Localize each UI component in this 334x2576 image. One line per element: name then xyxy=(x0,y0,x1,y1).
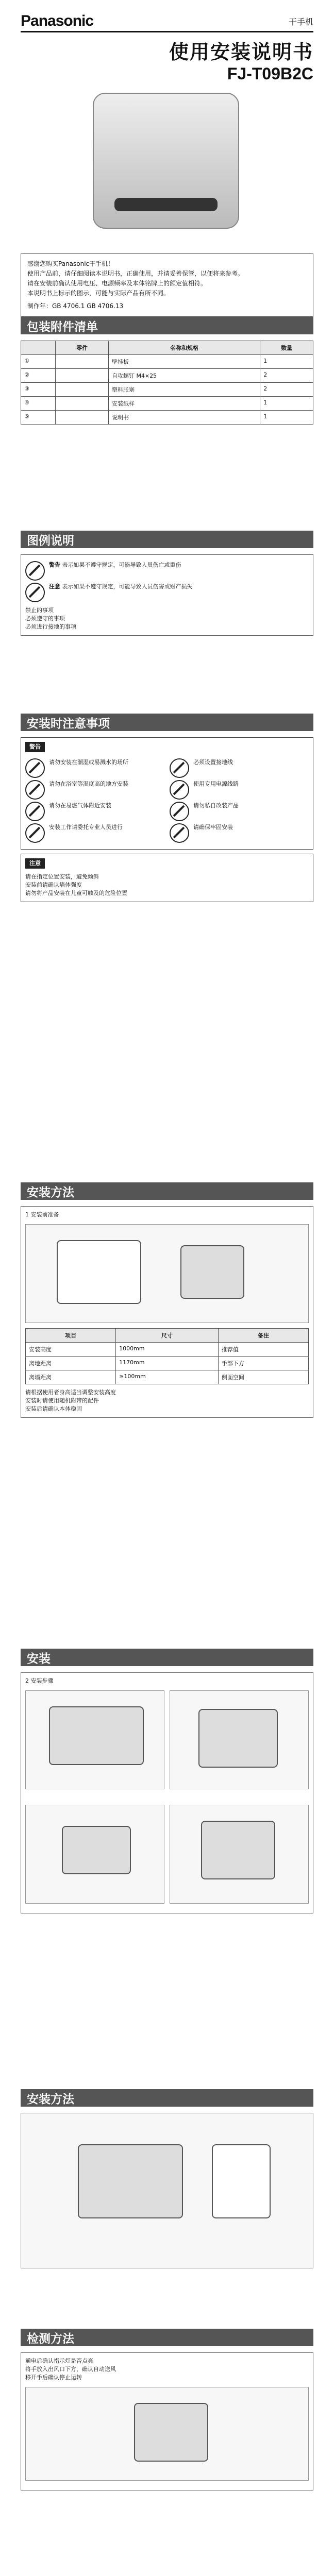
table-cell: 自攻螺钉 M4×25 xyxy=(108,369,260,383)
inspection-box xyxy=(21,2352,313,2490)
safety-title: 安装时注意事项 xyxy=(21,714,313,731)
table-row xyxy=(21,383,313,397)
part-image-cell xyxy=(56,369,109,383)
table-header: 数量 xyxy=(260,341,313,355)
table-cell: 2 xyxy=(260,383,313,397)
no-icon xyxy=(25,780,45,800)
diagram-shape xyxy=(201,1821,275,1879)
installation-step: 1 安装前准备 xyxy=(25,1211,59,1218)
hand-dryer-image xyxy=(93,93,239,229)
table-cell: ≥100mm xyxy=(116,1370,219,1384)
icon-note: 必须遵守的事项 xyxy=(25,615,65,622)
inspection-step: 将手放入出风口下方，确认自动送风 xyxy=(25,2366,116,2372)
table-row xyxy=(26,1357,309,1370)
diagram-shape xyxy=(134,2403,208,2462)
dryer-diagram-shape xyxy=(180,1245,244,1299)
inspection-step: 通电后确认指示灯是否点亮 xyxy=(25,2358,93,2364)
wall-icon xyxy=(170,823,189,843)
caution-point: 请在指定位置安装，避免倾斜 xyxy=(25,873,99,880)
document-title: 使用安装说明书 xyxy=(169,41,313,63)
warning-point: 安装工作请委托专业人员进行 xyxy=(49,824,123,831)
item-text: 表示如果不遵守规定，可能导致人员伤亡或重伤 xyxy=(62,562,181,568)
icon-explanation-item xyxy=(25,583,309,602)
caution-point: 安装前请确认墙体强度 xyxy=(25,882,82,888)
table-header: 项目 xyxy=(26,1329,116,1343)
table-cell: ① xyxy=(21,355,56,369)
inspection-title: 检测方法 xyxy=(21,2329,313,2346)
safety-block xyxy=(0,714,334,906)
inspection-block xyxy=(0,2329,334,2490)
warning-heading: 警告 xyxy=(25,742,45,752)
procedure-diagram xyxy=(25,1805,164,1904)
warning-point: 必须设置接地线 xyxy=(193,759,233,766)
installation-procedure-box xyxy=(21,1672,313,1913)
diagram-shape xyxy=(212,2144,271,2218)
installation-note: 请根据使用者身高适当调整安装高度 xyxy=(25,1389,116,1396)
table-cell: 推荐值 xyxy=(218,1343,308,1357)
table-cell: ② xyxy=(21,369,56,383)
warning-point: 使用专用电源线路 xyxy=(193,781,239,787)
install-method-2-block xyxy=(0,2089,334,2274)
icon-note: 禁止的事项 xyxy=(25,607,54,614)
table-cell: 离地距离 xyxy=(26,1357,116,1370)
table-cell: ③ xyxy=(21,383,56,397)
table-cell: 2 xyxy=(260,369,313,383)
icon-explanation-title: 图例说明 xyxy=(21,531,313,548)
dimensions-table xyxy=(25,1328,309,1384)
table-row xyxy=(21,369,313,383)
diagram-shape xyxy=(198,1709,278,1768)
installation-note: 安装后请确认本体稳固 xyxy=(25,1405,82,1412)
installation-title: 安装 xyxy=(21,1649,313,1666)
installation-note: 安装时请使用随机附带的配件 xyxy=(25,1397,99,1404)
ground-icon xyxy=(170,758,189,778)
install-method-2-title: 安装方法 xyxy=(21,2089,313,2107)
warning-box xyxy=(21,737,313,850)
part-image-cell xyxy=(56,397,109,411)
table-cell: ④ xyxy=(21,397,56,411)
installation-block xyxy=(0,1649,334,1913)
installation-step: 2 安装步骤 xyxy=(25,1677,54,1684)
table-header: 名称和规格 xyxy=(108,341,260,355)
diagram-shape xyxy=(62,1826,131,1874)
warning-point: 请确保牢固安装 xyxy=(193,824,233,831)
table-cell: 塑料胀塞 xyxy=(108,383,260,397)
intro-line: 使用产品前，请仔细阅读本说明书，正确使用，并请妥善保管，以便将来参考。 xyxy=(27,270,244,277)
installation-diagram xyxy=(25,1224,309,1323)
icon-explanation-box xyxy=(21,554,313,636)
caution-heading: 注意 xyxy=(25,858,45,869)
plug-icon xyxy=(170,780,189,800)
no-icon xyxy=(25,758,45,778)
wall-diagram-shape xyxy=(57,1240,141,1304)
table-header: 备注 xyxy=(218,1329,308,1343)
table-cell: 1 xyxy=(260,397,313,411)
part-image-cell xyxy=(56,411,109,425)
table-cell: 说明书 xyxy=(108,411,260,425)
intro-box xyxy=(21,253,313,317)
icon-explanation-item xyxy=(25,561,309,581)
intro-line: 请在安装前确认使用电压、电源频率及本体铭牌上的额定值相符。 xyxy=(27,280,207,287)
icon-note: 必须进行接地的事项 xyxy=(25,623,76,630)
table-header xyxy=(21,341,56,355)
mounting-diagram xyxy=(21,2113,313,2268)
item-title: 注意 xyxy=(49,583,60,590)
model-number: FJ-T09B2C xyxy=(227,64,313,83)
intro-line: 本说明书上标示的图示，可能与实际产品有所不同。 xyxy=(27,290,170,297)
table-cell: ⑤ xyxy=(21,411,56,425)
no-icon xyxy=(25,802,45,821)
warning-point: 请勿安装在潮湿或易溅水的场所 xyxy=(49,759,128,766)
table-cell: 安装纸样 xyxy=(108,397,260,411)
intro-code: 制作年：GB 4706.1 GB 4706.13 xyxy=(27,302,124,310)
icon-explanation-block xyxy=(0,531,334,636)
inspection-step: 移开手后确认停止运转 xyxy=(25,2374,82,2381)
part-image-cell xyxy=(56,383,109,397)
accessories-title: 包装附件清单 xyxy=(21,317,313,334)
table-cell: 1000mm xyxy=(116,1343,219,1357)
intro-line: 感谢您购买Panasonic干手机！ xyxy=(27,260,114,267)
table-cell: 安装高度 xyxy=(26,1343,116,1357)
warning-point: 请勿私自改装产品 xyxy=(193,802,239,809)
diagram-shape xyxy=(78,2144,183,2218)
accessories-block xyxy=(0,317,334,425)
no-icon xyxy=(25,823,45,843)
table-row xyxy=(26,1370,309,1384)
product-type: 干手机 xyxy=(288,17,313,27)
procedure-diagram xyxy=(170,1805,309,1904)
caution-box xyxy=(21,854,313,902)
diagram-shape xyxy=(49,1706,144,1765)
table-cell: 1170mm xyxy=(116,1357,219,1370)
brand-logo: Panasonic xyxy=(21,12,94,29)
table-cell: 1 xyxy=(260,355,313,369)
table-cell: 手部下方 xyxy=(218,1357,308,1370)
accessories-table xyxy=(21,341,313,425)
table-header: 尺寸 xyxy=(116,1329,219,1343)
procedure-diagram xyxy=(25,1690,164,1789)
tool-icon xyxy=(170,802,189,821)
table-cell: 侧面空间 xyxy=(218,1370,308,1384)
warning-point: 请勿在浴室等湿度高的地方安装 xyxy=(49,781,128,787)
installation-method-block xyxy=(0,1182,334,1418)
table-row xyxy=(26,1343,309,1357)
table-row xyxy=(21,355,313,369)
table-header: 零件 xyxy=(56,341,109,355)
brand-bar xyxy=(21,12,313,32)
installation-method-title: 安装方法 xyxy=(21,1182,313,1200)
table-cell: 离墙距离 xyxy=(26,1370,116,1384)
table-cell: 壁挂板 xyxy=(108,355,260,369)
caution-point: 请勿将产品安装在儿童可触及的危险位置 xyxy=(25,890,127,896)
item-title: 警告 xyxy=(49,562,60,568)
table-row xyxy=(21,397,313,411)
inspection-diagram xyxy=(25,2387,309,2481)
warning-point: 请勿在易燃气体附近安装 xyxy=(49,802,111,809)
item-text: 表示如果不遵守规定，可能导致人员伤害或财产损失 xyxy=(62,583,193,590)
table-cell: 1 xyxy=(260,411,313,425)
warning-icon xyxy=(25,561,45,581)
caution-icon xyxy=(25,583,45,602)
installation-step-box xyxy=(21,1206,313,1418)
procedure-diagram xyxy=(170,1690,309,1789)
table-row xyxy=(21,411,313,425)
part-image-cell xyxy=(56,355,109,369)
